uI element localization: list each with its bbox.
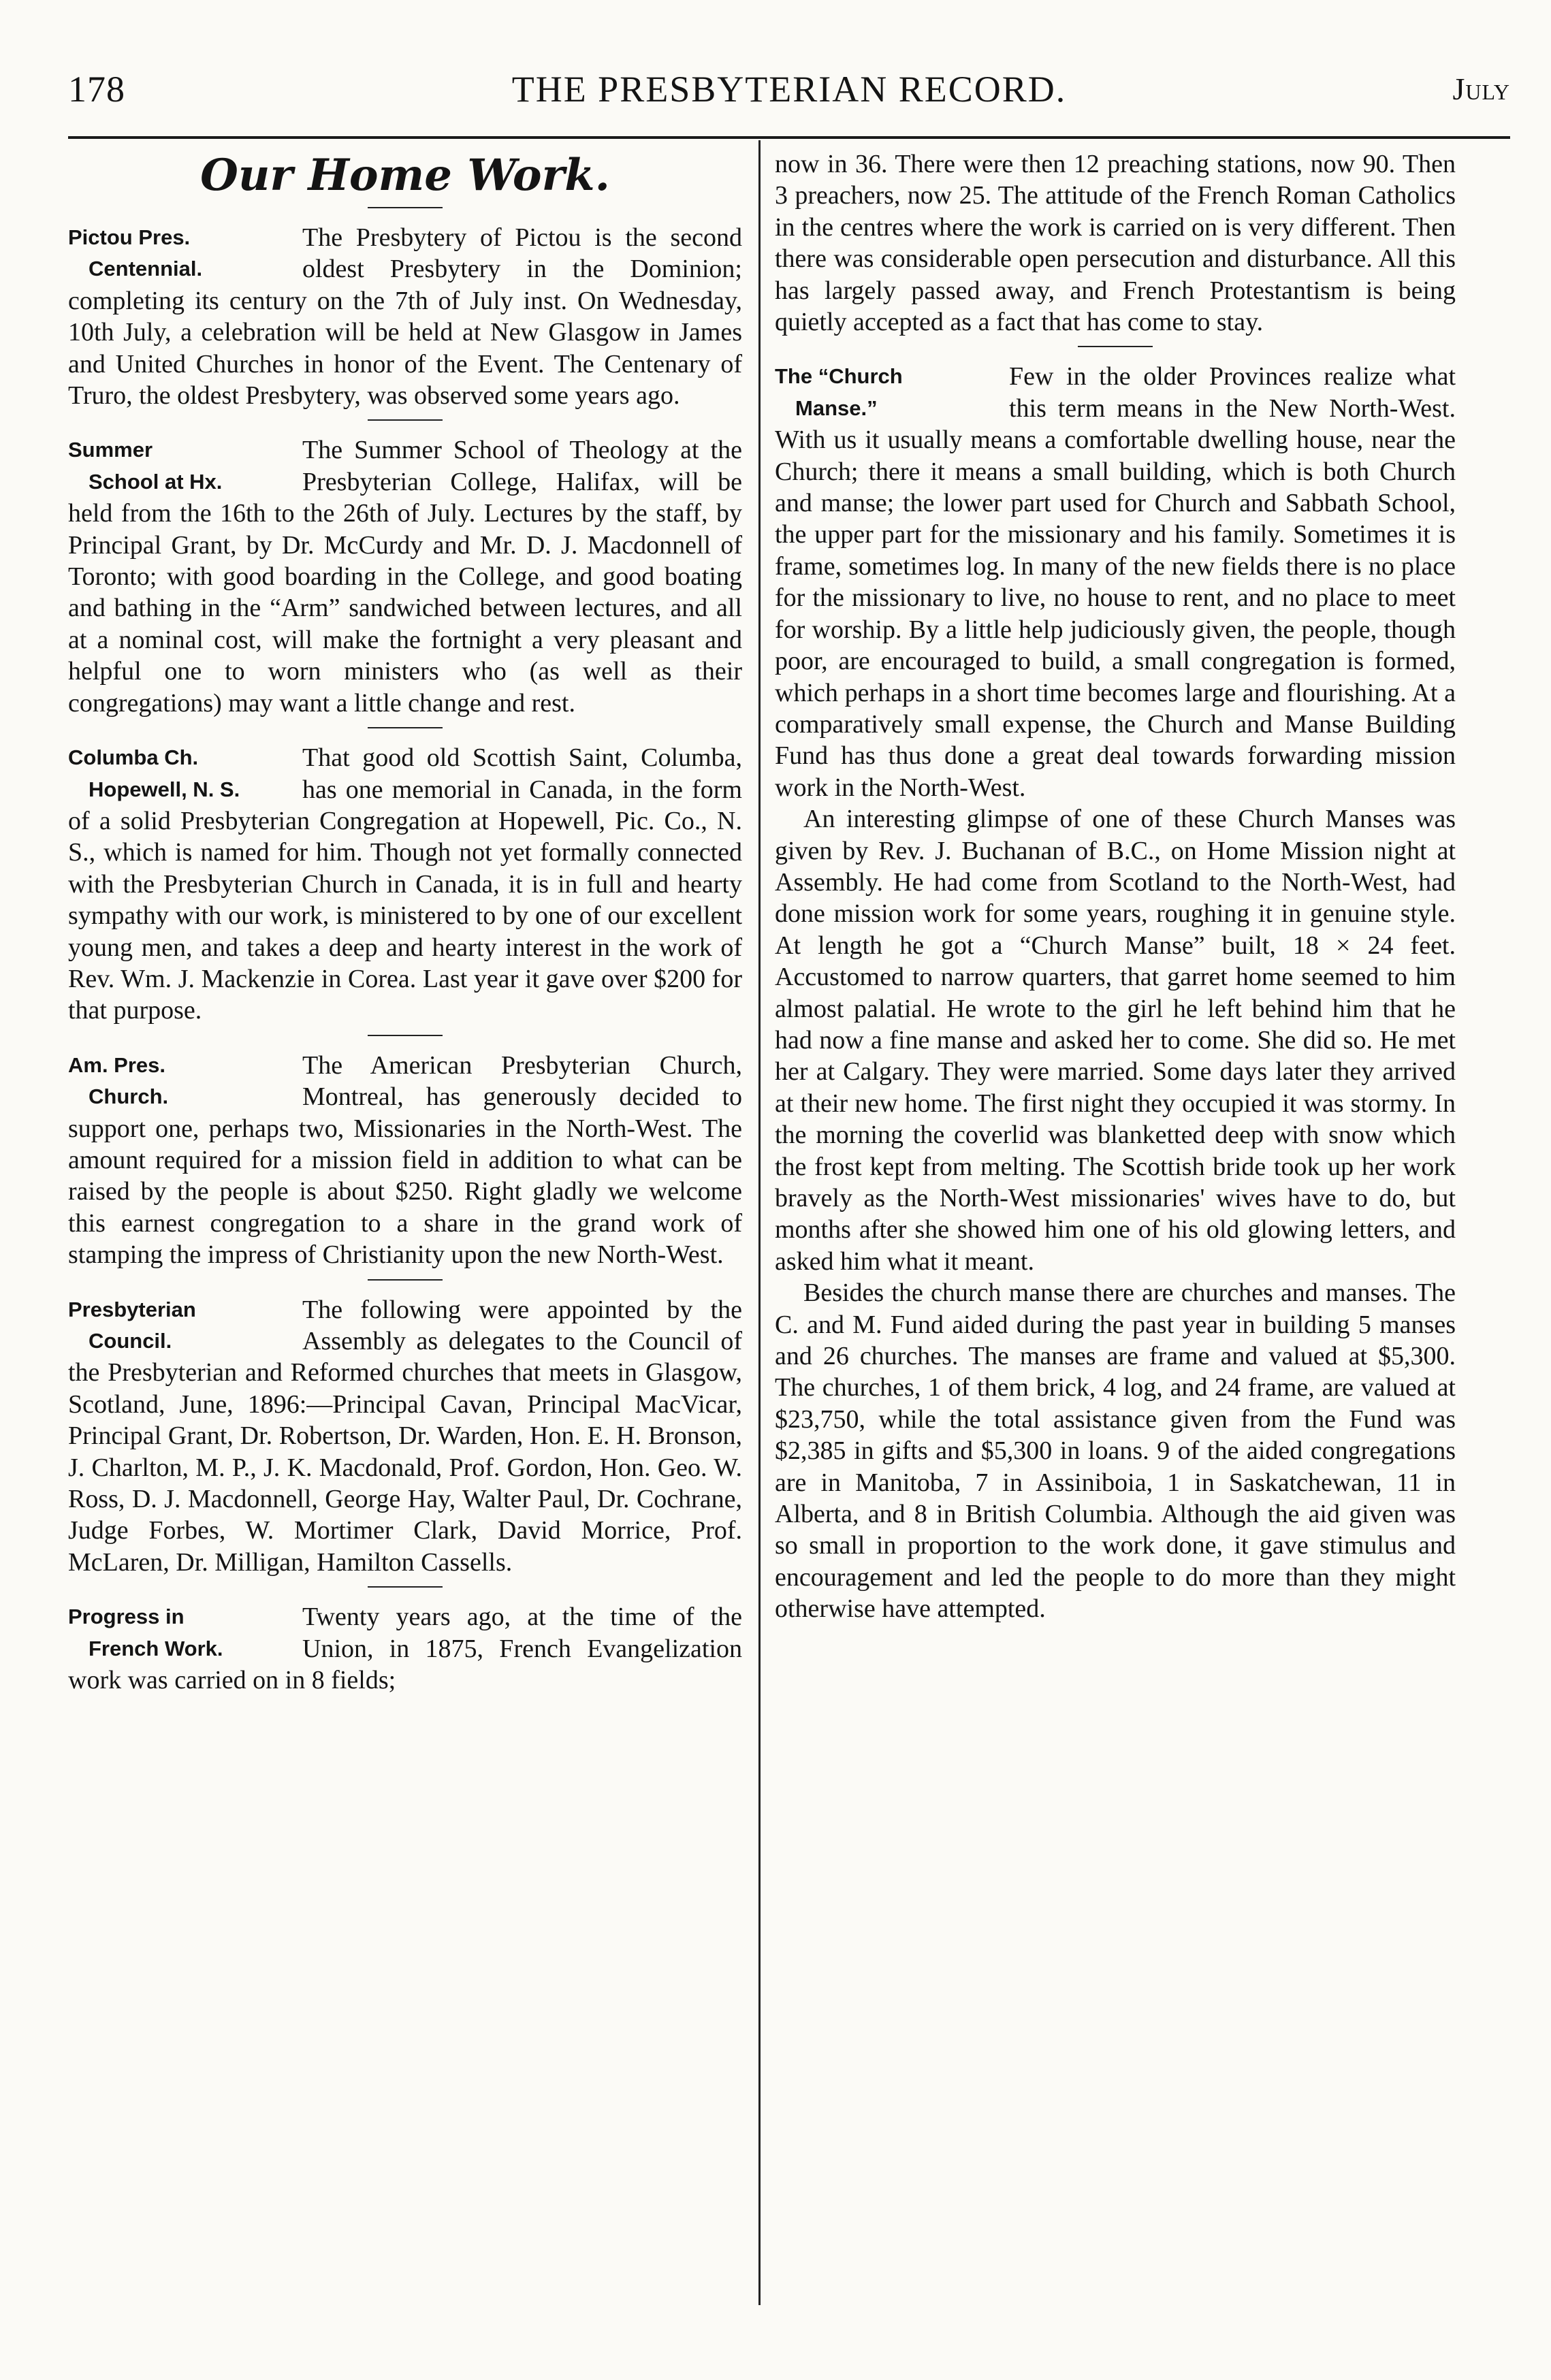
side-heading-line: School at Hx. — [89, 469, 223, 494]
section-heading: Our Home Work. — [200, 150, 610, 201]
heading-rule — [368, 207, 443, 208]
side-heading — [775, 361, 1000, 424]
month-label: July — [1452, 71, 1510, 106]
side-heading-line: The “Church — [775, 364, 903, 389]
side-heading-line: Pictou Pres. — [68, 225, 191, 249]
divider-rule — [1078, 346, 1153, 347]
side-heading-line: Columba Ch. — [68, 745, 199, 770]
running-header — [68, 68, 1510, 123]
right-column — [775, 148, 1456, 1633]
side-heading-line: Summer — [68, 438, 153, 462]
side-heading-line: Am. Pres. — [68, 1052, 166, 1077]
divider-rule — [368, 419, 443, 421]
side-heading — [68, 222, 293, 285]
side-heading-line: Church. — [89, 1084, 169, 1109]
paragraph: The following were appointed by the Assembly as delegates to the Council of the Presbyterian and Reformed churches that meets in Glasgow, Scotland, June, 1896:—Principal Cavan, Principal MacVicar, Principal Grant, Dr. Robertson, Dr. Warden, Hon. E. H. Bronson, J. Charlton, M. P., J. K. Macdonald, Prof. Gordon, Hon. Geo. W. Ross, D. J. Macdonnell, George Hay, Walter Paul, Dr. Cochrane, Judge Forbes, W. Mortimer Clark, David Morrice, Prof. McLaren, Dr. Milligan, Hamilton Cassells. — [68, 1295, 742, 1577]
divider-rule — [368, 1279, 443, 1281]
side-heading-line: Presbyterian — [68, 1297, 196, 1321]
paragraph: That good old Scottish Saint, Columba, has one memorial in Canada, in the form of a solid Presbyterian Congregation at Hopewell, Pic. Co., N. S., which is named for him. Though not yet formally connected with the Presbyterian Church in Canada, it is in full and hearty sympathy with our work, is ministered to by one of our excellent young men, and takes a deep and hearty interest in the work of Rev. Wm. J. Mackenzie in Corea. Last year it gave over $200 for that purpose. — [68, 743, 742, 1025]
article — [68, 1294, 742, 1579]
paragraph: The Summer School of Theology at the Presbyterian College, Halifax, will be held from the 16th to the 26th of July. Lectures by the staff, by Principal Grant, by Dr. McCurdy and Mr. D. J. Macdonnell of Toronto; with good boarding in the College, and good boating and bathing in the “Arm” sandwiched between lectures, and all at a nominal cost, will make the fortnight a very pleasant and helpful one to worn ministers who (as well as their congregations) may want a little change and rest. — [68, 436, 742, 718]
page-number: 178 — [68, 69, 125, 110]
paragraph: An interesting glimpse of one of these Church Manses was given by Rev. J. Buchanan of B.C., on Home Mission night at Assembly. He had come from Scotland to the North-West, had done mission work for some years, roughing it in genuine style. At length he got a “Church Manse” built, 18 × 24 feet. Accustomed to narrow quarters, that garret home seemed to him almost palatial. He wrote to the girl he left behind him that he had now a fine manse and asked her to come. She did so. He met her at Calgary. They were married. Some days later they arrived at their new home. The first night they occupied it was stormy. In the morning the coverlid was blanketted deep with snow which the frost kept from melting. The Scottish bride took up her work bravely as the North-West missionaries' wives have to do, but months after she showed him one of his old glowing letters, and asked him what it meant. — [775, 805, 1456, 1276]
paragraph: Few in the older Provinces realize what this term means in the New North-West. With us it usually means a comfortable dwelling house, near the Church; there it means a small building, which is both Church and manse; the lower part used for Church and Sabbath School, the upper part for the missionary and his family. Sometimes it is frame, sometimes log. In many of the new fields there is no place for the missionary to live, no house to rent, and no place to meet for worship. By a little help judiciously given, the people, though poor, are encouraged to build, a small congregation is formed, which perhaps in a short time becomes large and flourishing. At a comparatively small expense, the Church and Manse Building Fund has thus done a great deal towards forwarding mission work in the North-West. — [775, 362, 1456, 802]
article — [68, 222, 742, 411]
header-rule — [68, 136, 1510, 139]
paragraph: Twenty years ago, at the time of the Union, in 1875, French Evangelization work was carried on in 8 fields; — [68, 1603, 742, 1695]
side-heading — [68, 1050, 293, 1113]
article — [68, 1050, 742, 1271]
paragraph: The American Presbyterian Church, Montreal, has generously decided to support one, perhaps two, Missionaries in the North-West. The amount required for a mission field in addition to what can be raised by the people is about $250. Right gladly we welcome this earnest congregation to a share in the grand work of stamping the impress of Christianity upon the new North-West. — [68, 1050, 742, 1270]
article — [68, 434, 742, 719]
divider-rule — [368, 1035, 443, 1036]
paragraph: The Presbytery of Pictou is the second oldest Presbytery in the Dominion; completing its century on the 7th of July inst. On Wednesday, 10th July, a celebration will be held at New Glasgow in James and United Churches in honor of the Event. The Centenary of Truro, the oldest Presbytery, was observed some years ago. — [68, 223, 742, 411]
paragraph: Besides the church manse there are churches and manses. The C. and M. Fund aided during the past year in building 5 manses and 26 churches. The manses are frame and valued at $5,300. The churches, 1 of them brick, 4 log, and 24 frame, are valued at $23,750, while the total assistance given from the Fund was $2,385 in gifts and $5,300 in loans. 9 of the aided congregations are in Manitoba, 7 in Assiniboia, 1 in Saskatchewan, 11 in Alberta, and 8 in British Columbia. Although the aid given was so small in proportion to the work done, it gave stimulus and encouragement and led the people to do more than they might otherwise have attempted. — [775, 1279, 1456, 1624]
side-heading-line: Manse.” — [795, 396, 878, 420]
side-heading-line: Hopewell, N. S. — [89, 777, 240, 801]
side-heading — [68, 1294, 293, 1357]
side-heading-line: Centennial. — [89, 257, 203, 281]
left-column — [68, 148, 742, 1704]
side-heading — [68, 1601, 293, 1665]
side-heading-line: Council. — [89, 1329, 172, 1353]
side-heading — [68, 434, 293, 498]
column-divider — [758, 140, 761, 2305]
article — [68, 1601, 742, 1696]
right-articles — [775, 361, 1456, 1624]
side-heading — [68, 742, 293, 805]
article — [68, 742, 742, 1027]
side-heading-line: Progress in — [68, 1605, 185, 1629]
divider-rule — [368, 727, 443, 728]
continued-paragraph: now in 36. There were then 12 preaching stations, now 90. Then 3 preachers, now 25. The attitude of the French Roman Catholics in the centres where the work is carried on is very different. Then there was considerable open persecution and disturbance. All this has largely passed away, and French Protestantism is being quietly accepted as a fact that has come to stay. — [775, 150, 1456, 337]
side-heading-line: French Work. — [89, 1636, 223, 1660]
continued-article — [775, 148, 1456, 338]
article — [775, 361, 1456, 1624]
divider-rule — [368, 1586, 443, 1588]
left-articles — [68, 222, 742, 1696]
journal-title: THE PRESBYTERIAN RECORD. — [511, 69, 1067, 110]
